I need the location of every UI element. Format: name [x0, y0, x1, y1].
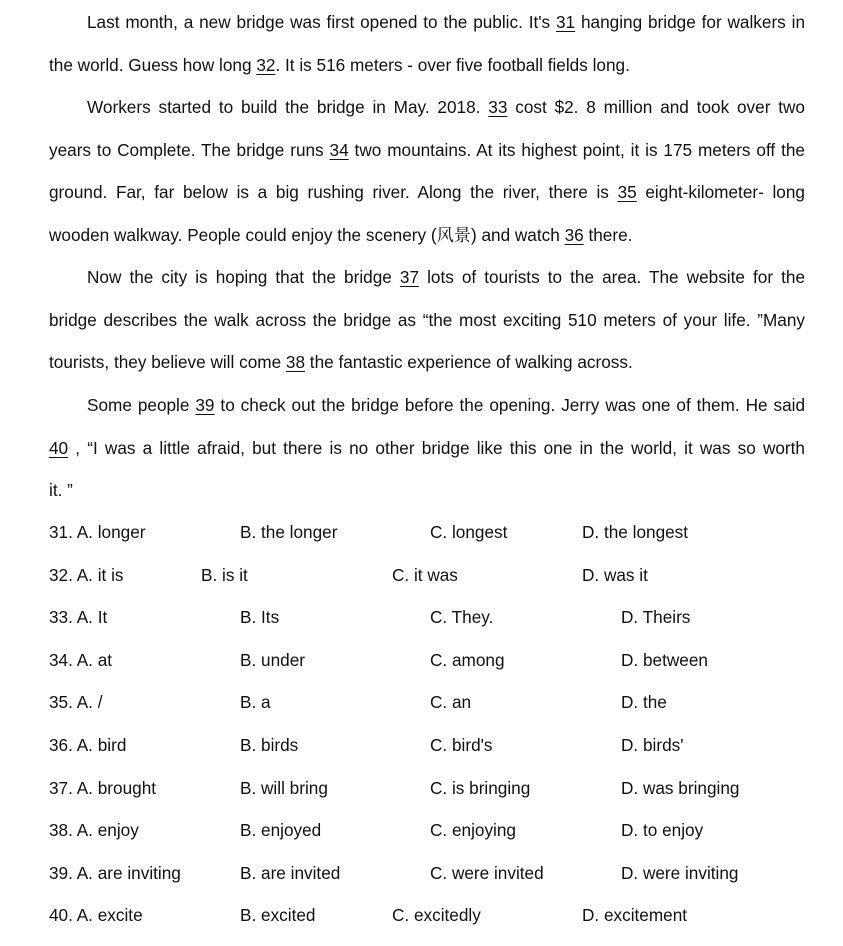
question-row [49, 639, 809, 682]
line-text: cost $2. 8 million and took over two [507, 97, 805, 117]
blank-34: 34 [329, 139, 349, 160]
line-text: hanging bridge for walkers in [575, 12, 805, 32]
line-text: ground. Far, far below is a big rushing river. Along the river, there is [49, 182, 618, 203]
option-b: B. enjoyed [240, 820, 322, 841]
option-b: B. is it [201, 564, 248, 585]
blank-40: 40 [49, 437, 69, 458]
option-a: 36. A. bird [49, 734, 127, 755]
option-a: 40. A. excite [49, 905, 143, 926]
question-row [49, 554, 809, 597]
option-d: D. to enjoy [621, 820, 704, 841]
option-d: D. was bringing [621, 777, 740, 798]
line-text: Workers started to build the bridge in May. 2018. [87, 97, 489, 117]
passage-line [49, 171, 805, 214]
option-d: D. birds' [621, 734, 684, 755]
line-text: Last month, a new bridge was first opened to the public. It's [87, 12, 556, 32]
line-text: the world. Guess how long [49, 54, 257, 75]
option-b: B. the longer [240, 522, 338, 542]
question-row [49, 852, 809, 895]
option-c: C. excitedly [392, 905, 481, 926]
option-a: 37. A. brought [49, 777, 157, 798]
passage-line [49, 256, 805, 299]
passage-line [49, 1, 805, 44]
option-c: C. it was [392, 564, 458, 585]
option-c: C. were invited [430, 862, 544, 883]
option-b: B. under [240, 649, 305, 670]
passage-line [49, 469, 805, 512]
blank-35: 35 [617, 182, 637, 203]
line-text: years to Complete. The bridge runs [49, 139, 330, 160]
option-c: C. bird's [430, 734, 493, 755]
option-d: D. the longest [582, 522, 689, 542]
blank-33: 33 [488, 97, 508, 117]
passage-line [49, 299, 805, 342]
line-text: to check out the bridge before the opening. Jerry was one of them. He said [214, 395, 806, 415]
blank-37: 37 [399, 267, 420, 287]
blank-31: 31 [556, 12, 576, 32]
option-b: B. Its [240, 607, 280, 628]
line-text: , “I was a little afraid, but there is no other bridge like this one in the world, it was so worth [68, 437, 805, 458]
blank-32: 32 [256, 54, 276, 75]
option-c: C. among [430, 649, 505, 670]
passage-line [49, 427, 805, 470]
question-row [49, 596, 809, 639]
blank-36: 36 [564, 224, 584, 245]
passage-line [49, 129, 805, 172]
option-a: 34. A. at [49, 649, 113, 670]
question-row [49, 767, 809, 810]
option-c: C. enjoying [430, 820, 516, 841]
option-a: 39. A. are inviting [49, 862, 181, 883]
passage-line [49, 86, 805, 129]
option-d: D. the [621, 692, 667, 713]
line-text: Some people [87, 395, 196, 415]
paragraph-4 [49, 384, 805, 512]
line-text: eight-kilometer- long [636, 182, 805, 203]
option-a: 35. A. / [49, 692, 103, 713]
option-a: 38. A. enjoy [49, 820, 139, 841]
blank-38: 38 [285, 352, 306, 373]
line-text: Now the city is hoping that the bridge [87, 267, 400, 287]
question-row [49, 724, 809, 767]
option-c: C. is bringing [430, 777, 531, 798]
passage-line [49, 44, 805, 87]
question-row [49, 681, 809, 724]
option-c: C. They. [430, 607, 494, 628]
line-text: two mountains. At its highest point, it is 175 meters off the [348, 139, 805, 160]
option-b: B. excited [240, 905, 316, 926]
line-text: the fantastic experience of walking across. [305, 352, 633, 373]
passage-line [49, 341, 805, 384]
option-d: D. excitement [582, 905, 688, 926]
blank-39: 39 [195, 395, 215, 415]
paragraph-1 [49, 1, 805, 86]
paragraph-3 [49, 256, 805, 384]
line-text: wooden walkway. People could enjoy the scenery (风景) and watch [49, 224, 565, 245]
question-row [49, 894, 809, 937]
option-b: B. birds [240, 734, 299, 755]
line-text: bridge describes the walk across the bridge as “the most exciting 510 meters of your life. ”Many [49, 309, 805, 330]
question-row [49, 511, 809, 554]
option-c: C. an [430, 692, 472, 713]
option-d: D. was it [582, 564, 648, 585]
option-a: 32. A. it is [49, 564, 124, 585]
line-text: there. [583, 224, 633, 245]
option-b: B. are invited [240, 862, 341, 883]
option-c: C. longest [430, 522, 508, 542]
question-row [49, 809, 809, 852]
line-text: tourists, they believe will come [49, 352, 286, 373]
option-d: D. were inviting [621, 862, 739, 883]
option-a: 33. A. It [49, 607, 108, 628]
line-text: lots of tourists to the area. The website for the [419, 267, 806, 287]
option-b: B. a [240, 692, 271, 713]
option-b: B. will bring [240, 777, 328, 798]
passage-line [49, 214, 805, 257]
option-a: 31. A. longer [49, 522, 146, 542]
answer-options [49, 511, 809, 937]
paragraph-2 [49, 86, 805, 256]
line-text: it. ” [49, 480, 73, 501]
option-d: D. between [621, 649, 708, 670]
line-text: . It is 516 meters - over five football fields long. [275, 54, 630, 75]
passage-line [49, 384, 805, 427]
option-d: D. Theirs [621, 607, 691, 628]
